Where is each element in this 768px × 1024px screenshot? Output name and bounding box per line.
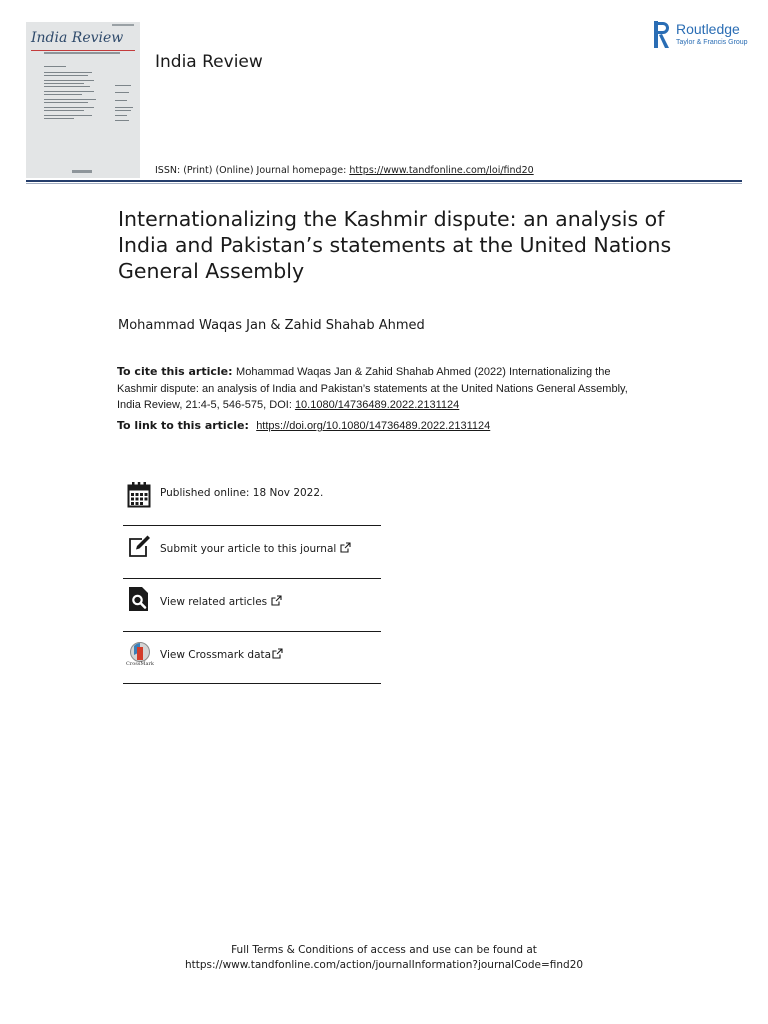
external-link-icon [340, 542, 351, 553]
cover-title: India Review [31, 30, 124, 46]
article-authors: Mohammad Waqas Jan & Zahid Shahab Ahmed [118, 318, 425, 333]
footer-terms-text: Full Terms & Conditions of access and use can be found at [231, 944, 537, 956]
header-divider [26, 180, 742, 182]
publisher-group: Taylor & Francis Group [676, 39, 748, 46]
citation-text: Mohammad Waqas Jan & Zahid Shahab Ahmed (2022) Internationalizing the Kashmir dispute: an analysis of India and Pakistan’s statements at the United Nations General Assembly, India Review, 21:4-5, 546-575, DOI: [117, 366, 628, 411]
publisher-name: Routledge [676, 21, 740, 37]
edit-icon [127, 533, 151, 561]
submit-article-link[interactable]: Submit your article to this journal [160, 542, 351, 555]
related-articles-search-icon [127, 586, 151, 614]
article-doi-url-link[interactable]: https://doi.org/10.1080/14736489.2022.2131124 [256, 420, 491, 432]
citation-label: To cite this article: [117, 365, 233, 378]
related-articles-link[interactable]: View related articles [160, 595, 282, 608]
footer-terms-url[interactable]: https://www.tandfonline.com/action/journalInformation?journalCode=find20 [184, 959, 584, 971]
routledge-logo-icon [651, 20, 673, 50]
crossmark-data-link[interactable]: View Crossmark data [160, 648, 283, 661]
external-link-icon [271, 595, 282, 606]
article-title: Internationalizing the Kashmir dispute: an analysis of India and Pakistan’s statements at the United Nations General Assembly [118, 207, 672, 283]
calendar-icon [127, 481, 151, 509]
external-link-icon [272, 648, 283, 659]
row-divider [123, 578, 381, 579]
row-divider [123, 631, 381, 632]
header-divider-thin [26, 183, 742, 184]
journal-homepage-link[interactable]: https://www.tandfonline.com/loi/find20 [349, 165, 534, 176]
row-divider [123, 683, 381, 684]
published-online-date: Published online: 18 Nov 2022. [160, 487, 324, 499]
crossmark-icon [126, 641, 154, 663]
row-divider [123, 525, 381, 526]
citation-block [117, 364, 652, 414]
citation-doi-link[interactable]: 10.1080/14736489.2022.2131124 [294, 399, 460, 411]
link-to-article [117, 419, 490, 432]
issn-text: ISSN: (Print) (Online) Journal homepage: [155, 165, 350, 176]
crossmark-badge-text: CrossMark [126, 661, 154, 667]
journal-title: India Review [155, 52, 263, 72]
issn-line [155, 165, 534, 176]
crossmark-logo [126, 641, 154, 669]
journal-cover-thumbnail [26, 22, 140, 178]
footer-terms [0, 943, 768, 973]
link-to-label: To link to this article: [117, 419, 253, 432]
